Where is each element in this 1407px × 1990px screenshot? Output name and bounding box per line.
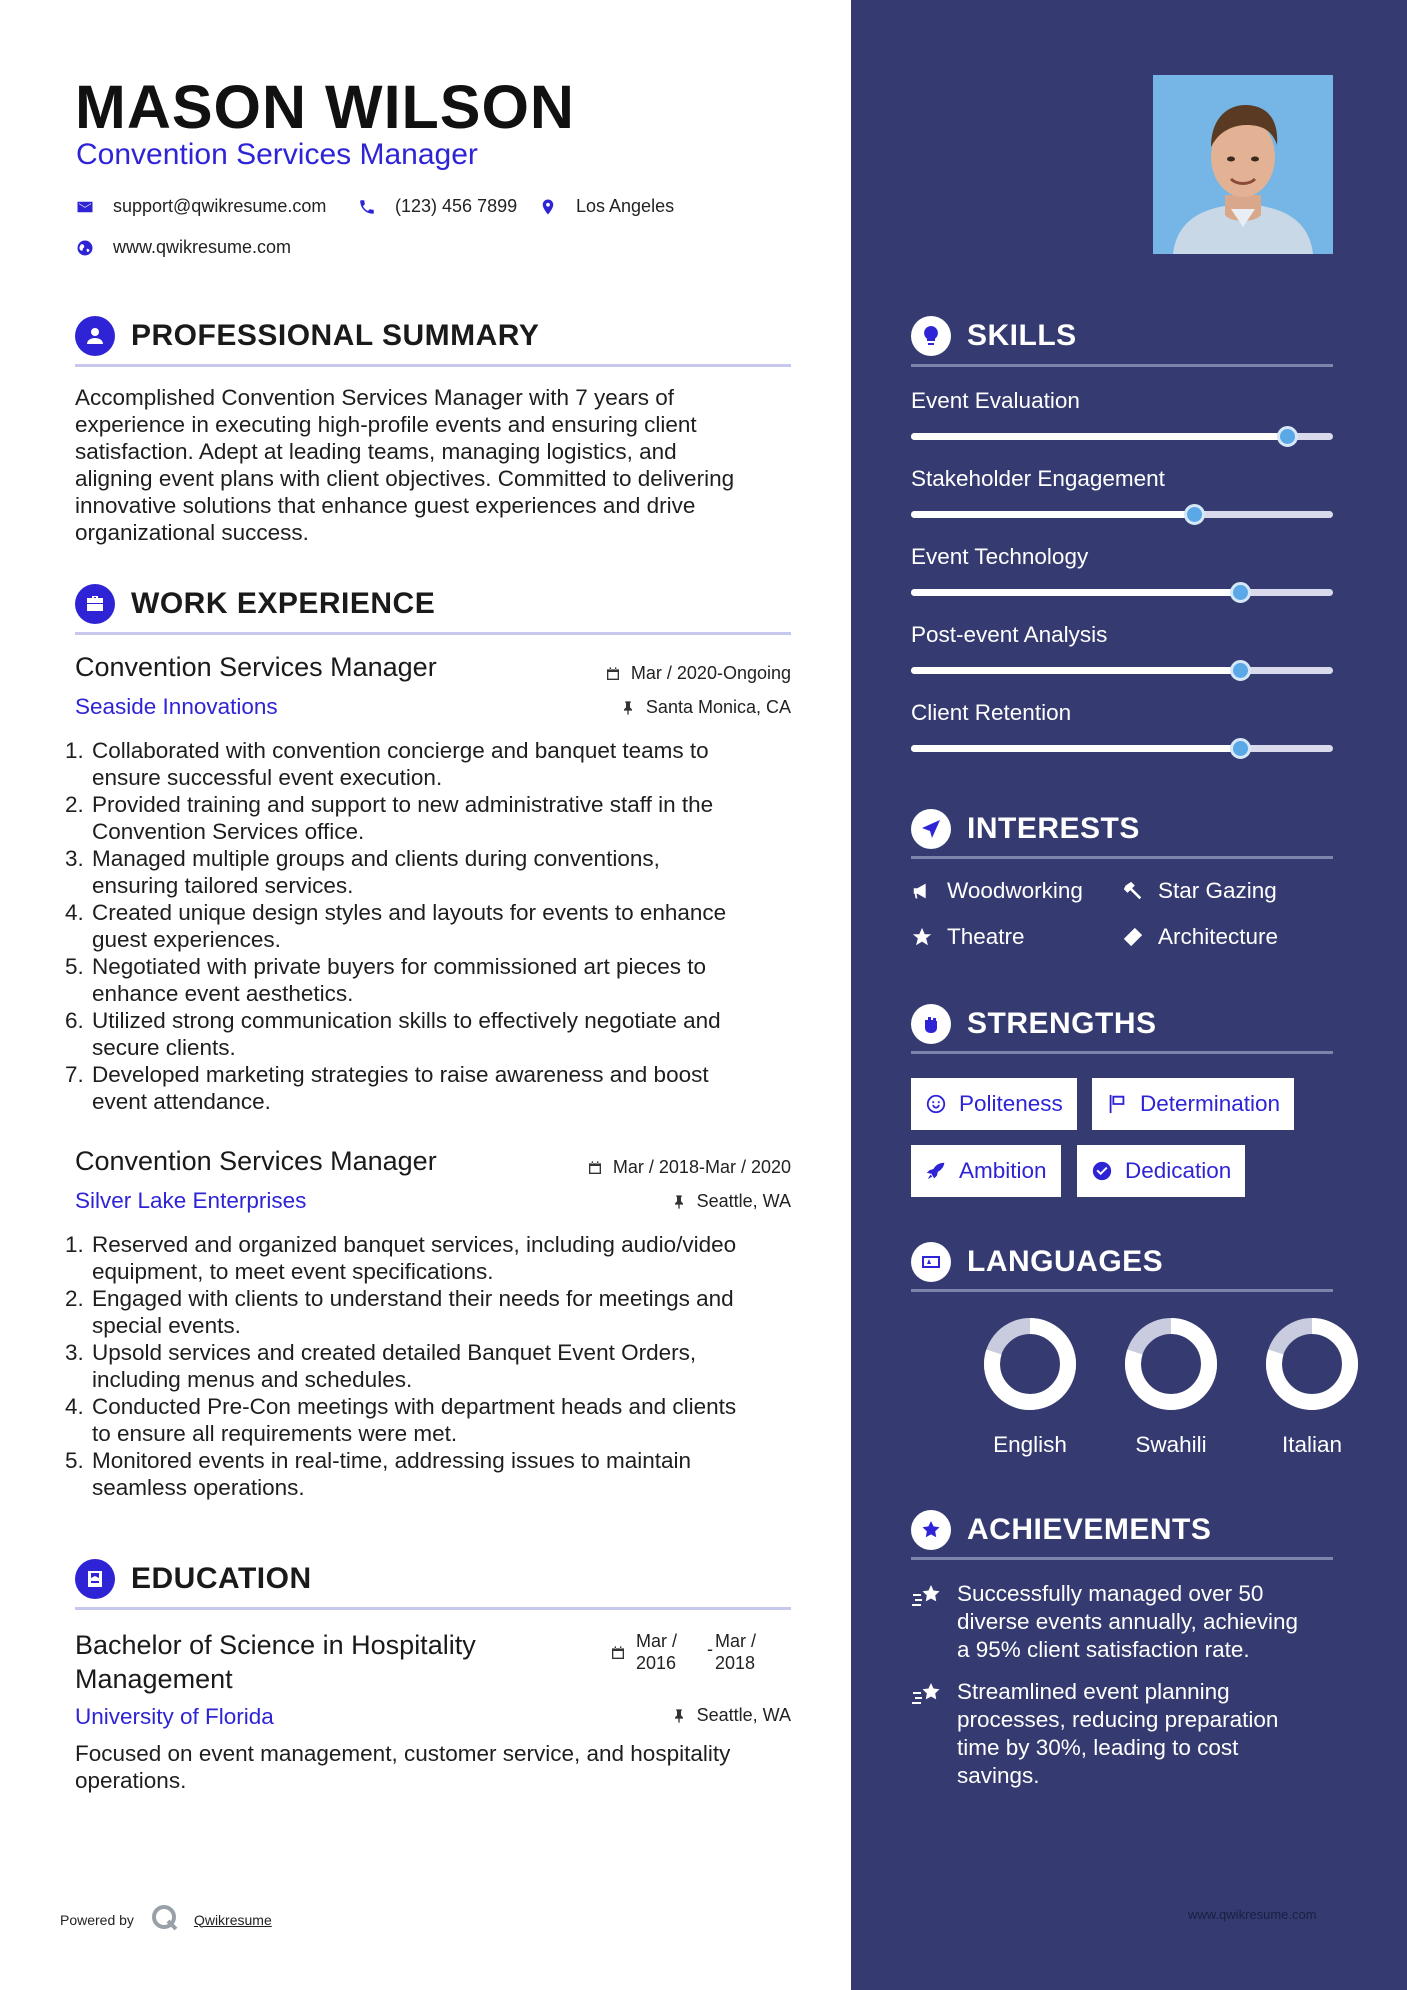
- item-text: ensuring tailored services.: [92, 873, 354, 898]
- summary-line: organizational success.: [75, 520, 309, 545]
- start-date: Mar /: [636, 1631, 678, 1651]
- skill-label: Client Retention: [911, 700, 1072, 725]
- education-title: EDUCATION: [131, 1562, 312, 1595]
- languages-divider: [911, 1289, 1333, 1292]
- megaphone-icon: [911, 880, 933, 902]
- item-text: Negotiated with private buyers for commissioned art pieces to: [92, 954, 707, 979]
- summary-line: satisfaction. Adept at leading teams, managing logistics, and: [75, 439, 677, 464]
- job-location-text: Santa Monica, CA: [645, 697, 791, 717]
- item-number: 6.: [65, 1008, 84, 1033]
- experience-title: WORK EXPERIENCE: [131, 587, 436, 620]
- end-date: Mar /: [715, 1631, 757, 1651]
- flag-icon: [1106, 1093, 1128, 1115]
- language-label: Italian: [1281, 1432, 1343, 1457]
- item-text: Monitored events in real-time, addressing issues to maintain: [92, 1448, 692, 1473]
- skill-label: Post-event Analysis: [911, 622, 1108, 647]
- education-dates: [610, 1630, 756, 1674]
- strength-chip: [1077, 1145, 1245, 1197]
- skill-label: Stakeholder Engagement: [911, 466, 1165, 491]
- list-item: [65, 737, 791, 791]
- skill-bar-fill: [911, 589, 1240, 596]
- strength-chip: [911, 1078, 1077, 1130]
- phone-contact[interactable]: [357, 196, 517, 217]
- item-number: 1.: [65, 738, 84, 763]
- skills-title: SKILLS: [967, 319, 1077, 352]
- education-description: [75, 1740, 791, 1794]
- list-item: [65, 1393, 791, 1447]
- education-location: [671, 1705, 791, 1726]
- interest-label: Woodworking: [947, 878, 1083, 903]
- summary-text: [75, 384, 791, 546]
- powered-by-text: Powered by: [60, 1911, 134, 1928]
- skill-label: Event Technology: [911, 544, 1089, 569]
- item-text: including menus and schedules.: [92, 1367, 413, 1392]
- degree-line: Management: [75, 1664, 233, 1694]
- item-number: 3.: [65, 846, 84, 871]
- end-date: 2018: [715, 1653, 756, 1673]
- item-text: Upsold services and created detailed Banquet Event Orders,: [92, 1340, 697, 1365]
- strengths-heading: [911, 1004, 1157, 1044]
- calendar-icon: [587, 1160, 603, 1176]
- item-text: Collaborated with convention concierge and banquet teams to: [92, 738, 709, 763]
- interest-item: [1122, 878, 1277, 904]
- skill-bar: [911, 589, 1333, 596]
- map-pin-icon: [538, 198, 558, 216]
- sidebar: [851, 0, 1407, 1990]
- item-text: Developed marketing strategies to raise awareness and boost: [92, 1062, 709, 1087]
- skill-bar-knob: [1230, 582, 1251, 603]
- languages-title: LANGUAGES: [967, 1245, 1164, 1278]
- rocket-icon: [925, 1160, 947, 1182]
- education-heading: [75, 1559, 312, 1599]
- skill-bar-fill: [911, 745, 1240, 752]
- item-text: ensure successful event execution.: [92, 765, 443, 790]
- job-dates: [587, 1157, 791, 1178]
- skill-bar: [911, 745, 1333, 752]
- language-icon: [911, 1242, 951, 1282]
- list-item: [65, 791, 791, 845]
- achievement-item: [911, 1580, 1341, 1664]
- skill-label: Event Evaluation: [911, 388, 1080, 413]
- email-text: support@qwikresume.com: [113, 196, 327, 216]
- skills-heading: [911, 316, 1077, 356]
- education-divider: [75, 1607, 791, 1610]
- start-date: 2016: [636, 1653, 677, 1673]
- job-dates-text: Mar / 2020-Ongoing: [630, 663, 791, 683]
- list-item: [65, 1231, 791, 1285]
- calendar-icon: [610, 1645, 626, 1661]
- skill-bar: [911, 511, 1333, 518]
- skill-bar-fill: [911, 667, 1240, 674]
- item-text: guest experiences.: [92, 927, 281, 952]
- list-item: [65, 1061, 791, 1115]
- phone-icon: [357, 198, 377, 216]
- calendar-icon: [605, 666, 621, 682]
- pin-icon: [671, 1194, 687, 1210]
- summary-line: aligning event plans with client objectives. Committed to delivering: [75, 466, 735, 491]
- list-item: [65, 1007, 791, 1061]
- interest-item: [1122, 924, 1278, 950]
- degree-title: [75, 1628, 476, 1696]
- skill-bar-knob: [1230, 738, 1251, 759]
- job-title: Convention Services Manager: [75, 652, 437, 682]
- interest-item: [911, 924, 1025, 950]
- item-text: Engaged with clients to understand their needs for meetings and: [92, 1286, 734, 1311]
- job-company: Seaside Innovations: [75, 694, 278, 719]
- education-location-text: Seattle, WA: [696, 1705, 791, 1725]
- achievement-line: Streamlined event planning: [957, 1679, 1230, 1704]
- job-bullets: [65, 1231, 791, 1501]
- interest-label: Star Gazing: [1158, 878, 1277, 903]
- strengths-divider: [911, 1051, 1333, 1054]
- item-number: 4.: [65, 1394, 84, 1419]
- lightbulb-icon: [911, 316, 951, 356]
- job-dates-text: Mar / 2018-Mar / 2020: [612, 1157, 791, 1177]
- qwikresume-link[interactable]: Qwikresume: [193, 1911, 272, 1928]
- achievement-item: [911, 1678, 1341, 1790]
- strength-chip: [911, 1145, 1061, 1197]
- job-location: [671, 1191, 791, 1212]
- job-bullets: [65, 737, 791, 1115]
- skill-bar: [911, 667, 1333, 674]
- list-item: [65, 953, 791, 1007]
- qwikresume-logo-icon: [150, 1903, 180, 1936]
- shooting-star-icon: [911, 1680, 943, 1708]
- job-title: Convention Services Manager: [75, 1146, 437, 1176]
- job-dates: [605, 663, 791, 684]
- list-item: [65, 845, 791, 899]
- item-text: enhance event aesthetics.: [92, 981, 354, 1006]
- languages-heading: [911, 1242, 1163, 1282]
- item-text: Managed multiple groups and clients during conventions,: [92, 846, 660, 871]
- item-text: Conducted Pre-Con meetings with department heads and clients: [92, 1394, 737, 1419]
- item-text: Provided training and support to new administrative staff in the: [92, 792, 714, 817]
- summary-line: experience in executing high-profile events and ensuring client: [75, 412, 697, 437]
- pin-icon: [620, 700, 636, 716]
- strengths-title: STRENGTHS: [967, 1007, 1157, 1040]
- fist-icon: [911, 1004, 951, 1044]
- item-text: secure clients.: [92, 1035, 236, 1060]
- award-star-icon: [911, 1510, 951, 1550]
- item-text: seamless operations.: [92, 1475, 305, 1500]
- check-circle-icon: [1091, 1160, 1113, 1182]
- strength-label: Dedication: [1125, 1158, 1232, 1183]
- experience-heading: [75, 584, 435, 624]
- item-number: 5.: [65, 954, 84, 979]
- skill-bar: [911, 433, 1333, 440]
- candidate-name: MASON WILSON: [75, 73, 575, 141]
- job-company: Silver Lake Enterprises: [75, 1188, 307, 1213]
- paper-plane-icon: [911, 809, 951, 849]
- achievement-line: diverse events annually, achieving: [957, 1609, 1299, 1634]
- item-text: Utilized strong communication skills to effectively negotiate and: [92, 1008, 721, 1033]
- skill-bar-knob: [1230, 660, 1251, 681]
- interest-label: Architecture: [1158, 924, 1279, 949]
- item-text: Convention Services office.: [92, 819, 365, 844]
- shooting-star-icon: [911, 1582, 943, 1610]
- achievement-line: savings.: [957, 1763, 1040, 1788]
- interests-divider: [911, 856, 1333, 859]
- school-name: University of Florida: [75, 1704, 274, 1729]
- list-item: [65, 1285, 791, 1339]
- phone-text: (123) 456 7899: [395, 196, 518, 216]
- skills-divider: [911, 364, 1333, 367]
- smile-icon: [925, 1093, 947, 1115]
- achievements-title: ACHIEVEMENTS: [967, 1513, 1212, 1546]
- hammer-icon: [1122, 880, 1144, 902]
- ruler-icon: [1122, 926, 1144, 948]
- powered-by: [60, 1903, 272, 1936]
- item-number: 7.: [65, 1062, 84, 1087]
- job-location-text: Seattle, WA: [696, 1191, 791, 1211]
- globe-icon: [75, 239, 95, 257]
- location-text: Los Angeles: [576, 196, 675, 216]
- pin-icon: [671, 1708, 687, 1724]
- item-number: 1.: [65, 1232, 84, 1257]
- candidate-role: Convention Services Manager: [76, 138, 478, 171]
- language-label: English: [993, 1432, 1067, 1457]
- achievement-line: a 95% client satisfaction rate.: [957, 1637, 1250, 1662]
- summary-line: Accomplished Convention Services Manager with 7 years of: [75, 385, 675, 410]
- achievement-line: time by 30%, leading to cost: [957, 1735, 1239, 1760]
- item-number: 2.: [65, 1286, 84, 1311]
- interest-item: [911, 878, 1083, 904]
- list-item: [65, 1447, 791, 1501]
- degree-line: Bachelor of Science in Hospitality: [75, 1630, 476, 1660]
- skill-bar-fill: [911, 511, 1194, 518]
- user-icon: [75, 316, 115, 356]
- item-number: 2.: [65, 792, 84, 817]
- list-item: [65, 899, 791, 953]
- item-text: Created unique design styles and layouts for events to enhance: [92, 900, 727, 925]
- strength-chip: [1092, 1078, 1294, 1130]
- item-number: 3.: [65, 1340, 84, 1365]
- envelope-icon: [75, 198, 95, 216]
- experience-divider: [75, 632, 791, 635]
- location-contact: [538, 196, 674, 217]
- item-text: Reserved and organized banquet services, including audio/video: [92, 1232, 737, 1257]
- item-text: equipment, to meet event specifications.: [92, 1259, 494, 1284]
- item-text: to ensure all requirements were met.: [92, 1421, 458, 1446]
- website-text: www.qwikresume.com: [113, 237, 292, 257]
- list-item: [65, 1339, 791, 1393]
- summary-heading: [75, 316, 539, 356]
- item-text: event attendance.: [92, 1089, 271, 1114]
- skill-bar-fill: [911, 433, 1287, 440]
- strength-label: Determination: [1140, 1091, 1281, 1116]
- interests-heading: [911, 809, 1140, 849]
- strength-label: Ambition: [959, 1158, 1047, 1183]
- star-icon: [911, 926, 933, 948]
- interests-title: INTERESTS: [967, 812, 1140, 845]
- achievements-divider: [911, 1557, 1333, 1560]
- summary-line: innovative solutions that enhance guest experiences and drive: [75, 493, 696, 518]
- date-dash: -: [707, 1639, 714, 1659]
- item-number: 4.: [65, 900, 84, 925]
- strength-label: Politeness: [959, 1091, 1063, 1116]
- language-rings: [851, 1310, 1407, 1430]
- skill-bar-knob: [1184, 504, 1205, 525]
- education-line: operations.: [75, 1768, 187, 1793]
- website-contact[interactable]: [75, 237, 291, 258]
- graduation-icon: [75, 1559, 115, 1599]
- footer-website[interactable]: www.qwikresume.com: [1188, 1907, 1317, 1922]
- achievement-line: Successfully managed over 50: [957, 1581, 1264, 1606]
- job-location: [620, 697, 791, 718]
- achievement-line: processes, reducing preparation: [957, 1707, 1279, 1732]
- summary-divider: [75, 364, 791, 367]
- summary-title: PROFESSIONAL SUMMARY: [131, 319, 540, 352]
- item-number: 5.: [65, 1448, 84, 1473]
- education-line: Focused on event management, customer service, and hospitality: [75, 1741, 731, 1766]
- email-contact[interactable]: [75, 196, 326, 217]
- briefcase-icon: [75, 584, 115, 624]
- interest-label: Theatre: [947, 924, 1025, 949]
- achievements-heading: [911, 1510, 1211, 1550]
- item-text: special events.: [92, 1313, 241, 1338]
- profile-photo: [1153, 75, 1333, 254]
- language-label: Swahili: [1135, 1432, 1207, 1457]
- skill-bar-knob: [1277, 426, 1298, 447]
